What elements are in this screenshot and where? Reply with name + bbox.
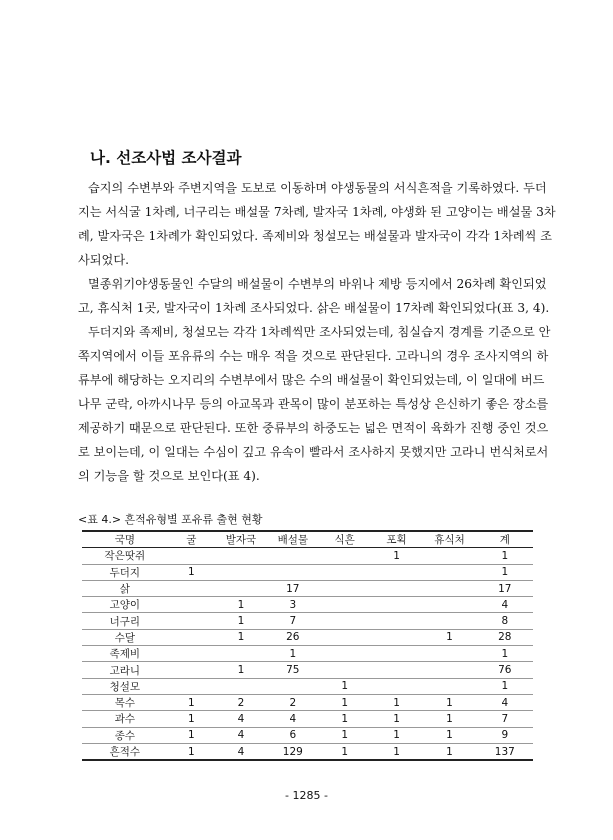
column-header: 배설물 bbox=[267, 531, 319, 548]
page-number: - 1285 - bbox=[285, 789, 328, 802]
table-row bbox=[82, 629, 533, 645]
count-cell: 1 bbox=[267, 646, 319, 662]
column-header: 계 bbox=[477, 531, 533, 548]
table-caption: <표 4.> 흔적유형별 포유류 출현 현황 bbox=[78, 513, 263, 526]
paragraph-line: 로 보이는데, 이 일대는 수심이 깊고 유속이 빨라서 조사하지 못했지만 고라니 번식처로서 bbox=[78, 445, 549, 459]
count-cell: 1 bbox=[422, 694, 476, 710]
column-header: 굴 bbox=[168, 531, 215, 548]
count-cell bbox=[371, 662, 423, 678]
count-cell: 1 bbox=[168, 694, 215, 710]
count-cell: 75 bbox=[267, 662, 319, 678]
paragraph-line: 의 기능을 할 것으로 보인다(표 4). bbox=[78, 469, 260, 483]
table-header-row bbox=[82, 531, 533, 548]
count-cell: 1 bbox=[477, 678, 533, 694]
count-cell: 1 bbox=[215, 597, 267, 613]
count-cell: 1 bbox=[371, 727, 423, 743]
count-cell: 1 bbox=[168, 711, 215, 727]
column-header: 휴식처 bbox=[422, 531, 476, 548]
count-cell: 76 bbox=[477, 662, 533, 678]
count-cell bbox=[371, 580, 423, 596]
count-cell bbox=[215, 646, 267, 662]
count-cell: 1 bbox=[168, 564, 215, 580]
count-cell: 2 bbox=[215, 694, 267, 710]
paragraph-line: 멸종위기야생동물인 수달의 배설물이 수변부의 바위나 제방 등지에서 26차례 확인되었 bbox=[88, 277, 547, 291]
count-cell: 1 bbox=[477, 646, 533, 662]
count-cell bbox=[319, 662, 371, 678]
count-cell bbox=[168, 662, 215, 678]
count-cell bbox=[371, 646, 423, 662]
count-cell: 1 bbox=[319, 694, 371, 710]
count-cell bbox=[168, 629, 215, 645]
count-cell bbox=[168, 597, 215, 613]
count-cell bbox=[319, 597, 371, 613]
count-cell bbox=[371, 597, 423, 613]
column-header: 발자국 bbox=[215, 531, 267, 548]
species-cell: 수달 bbox=[82, 629, 168, 645]
count-cell: 1 bbox=[371, 548, 423, 564]
table-row bbox=[82, 711, 533, 727]
count-cell: 1 bbox=[371, 743, 423, 760]
count-cell bbox=[422, 564, 476, 580]
count-cell: 1 bbox=[168, 727, 215, 743]
table-row bbox=[82, 580, 533, 596]
count-cell bbox=[168, 548, 215, 564]
count-cell: 1 bbox=[371, 711, 423, 727]
column-header: 식흔 bbox=[319, 531, 371, 548]
count-cell: 1 bbox=[319, 743, 371, 760]
count-cell: 1 bbox=[371, 694, 423, 710]
count-cell: 1 bbox=[215, 662, 267, 678]
count-cell: 8 bbox=[477, 613, 533, 629]
count-cell: 7 bbox=[477, 711, 533, 727]
count-cell bbox=[371, 678, 423, 694]
count-cell bbox=[215, 564, 267, 580]
count-cell: 1 bbox=[422, 727, 476, 743]
count-cell: 28 bbox=[477, 629, 533, 645]
count-cell: 1 bbox=[477, 564, 533, 580]
count-cell: 17 bbox=[267, 580, 319, 596]
species-cell: 목수 bbox=[82, 694, 168, 710]
count-cell: 137 bbox=[477, 743, 533, 760]
species-cell: 작은땃쥐 bbox=[82, 548, 168, 564]
count-cell bbox=[215, 548, 267, 564]
count-cell: 4 bbox=[477, 597, 533, 613]
count-cell: 4 bbox=[215, 743, 267, 760]
count-cell bbox=[319, 580, 371, 596]
table-row bbox=[82, 613, 533, 629]
species-cell: 과수 bbox=[82, 711, 168, 727]
count-cell: 2 bbox=[267, 694, 319, 710]
count-cell: 129 bbox=[267, 743, 319, 760]
species-cell: 종수 bbox=[82, 727, 168, 743]
table-row bbox=[82, 564, 533, 580]
table-row bbox=[82, 678, 533, 694]
paragraph-line: 류부에 해당하는 오지리의 수변부에서 많은 수의 배설물이 확인되었는데, 이 일대에 버드 bbox=[78, 373, 545, 387]
count-cell bbox=[319, 646, 371, 662]
count-cell: 1 bbox=[319, 678, 371, 694]
count-cell bbox=[422, 597, 476, 613]
count-cell bbox=[371, 564, 423, 580]
species-cell: 두더지 bbox=[82, 564, 168, 580]
table-row bbox=[82, 597, 533, 613]
species-cell: 족제비 bbox=[82, 646, 168, 662]
count-cell: 1 bbox=[215, 629, 267, 645]
table-row bbox=[82, 727, 533, 743]
count-cell: 9 bbox=[477, 727, 533, 743]
count-cell bbox=[168, 678, 215, 694]
count-cell: 7 bbox=[267, 613, 319, 629]
count-cell: 4 bbox=[477, 694, 533, 710]
count-cell: 6 bbox=[267, 727, 319, 743]
count-cell: 4 bbox=[215, 711, 267, 727]
paragraph-line: 지는 서식굴 1차례, 너구리는 배설물 7차례, 발자국 1차례, 야생화 된 고양이는 배설물 3차 bbox=[78, 205, 556, 219]
count-cell bbox=[422, 580, 476, 596]
paragraph-line: 사되었다. bbox=[78, 253, 129, 267]
count-cell: 1 bbox=[422, 711, 476, 727]
count-cell bbox=[422, 678, 476, 694]
species-cell: 삵 bbox=[82, 580, 168, 596]
species-cell: 고라니 bbox=[82, 662, 168, 678]
count-cell: 26 bbox=[267, 629, 319, 645]
table-row bbox=[82, 662, 533, 678]
count-cell: 1 bbox=[477, 548, 533, 564]
table-row bbox=[82, 694, 533, 710]
count-cell: 17 bbox=[477, 580, 533, 596]
paragraph-line: 제공하기 때문으로 판단된다. 또한 중류부의 하중도는 넓은 면적이 육화가 진행 중인 것으 bbox=[78, 421, 549, 435]
count-cell: 1 bbox=[422, 629, 476, 645]
count-cell bbox=[371, 613, 423, 629]
column-header: 포획 bbox=[371, 531, 423, 548]
count-cell bbox=[422, 548, 476, 564]
count-cell bbox=[319, 629, 371, 645]
table-row bbox=[82, 743, 533, 760]
count-cell bbox=[215, 678, 267, 694]
count-cell bbox=[267, 564, 319, 580]
count-cell bbox=[319, 613, 371, 629]
section-heading: 나. 선조사법 조사결과 bbox=[90, 149, 242, 167]
count-cell: 4 bbox=[215, 727, 267, 743]
count-cell: 1 bbox=[168, 743, 215, 760]
table-row bbox=[82, 646, 533, 662]
species-cell: 너구리 bbox=[82, 613, 168, 629]
body-text bbox=[78, 176, 556, 488]
species-cell: 고양이 bbox=[82, 597, 168, 613]
count-cell bbox=[422, 646, 476, 662]
count-cell: 1 bbox=[422, 743, 476, 760]
paragraph-line: 두더지와 족제비, 청설모는 각각 1차례씩만 조사되었는데, 침실습지 경계를 기준으로 안 bbox=[88, 325, 551, 339]
species-cell: 청설모 bbox=[82, 678, 168, 694]
count-cell bbox=[422, 613, 476, 629]
paragraph-line: 쪽지역에서 이들 포유류의 수는 매우 적을 것으로 판단된다. 고라니의 경우 조사지역의 하 bbox=[78, 349, 549, 363]
count-cell bbox=[168, 613, 215, 629]
count-cell bbox=[168, 646, 215, 662]
count-cell bbox=[319, 548, 371, 564]
table-row bbox=[82, 548, 533, 564]
count-cell bbox=[168, 580, 215, 596]
count-cell bbox=[267, 678, 319, 694]
count-cell: 3 bbox=[267, 597, 319, 613]
count-cell: 4 bbox=[267, 711, 319, 727]
paragraph-line: 습지의 수변부와 주변지역을 도보로 이동하며 야생동물의 서식흔적을 기록하였다. 두더 bbox=[88, 181, 547, 195]
count-cell: 1 bbox=[215, 613, 267, 629]
count-cell: 1 bbox=[319, 727, 371, 743]
species-cell: 흔적수 bbox=[82, 743, 168, 760]
mammal-trace-table bbox=[82, 530, 533, 761]
count-cell: 1 bbox=[319, 711, 371, 727]
count-cell bbox=[422, 662, 476, 678]
paragraph-line: 고, 휴식처 1곳, 발자국이 1차례 조사되었다. 삵은 배설물이 17차례 확인되었다(표 3, 4). bbox=[78, 301, 550, 315]
count-cell bbox=[371, 629, 423, 645]
count-cell bbox=[267, 548, 319, 564]
paragraph-line: 나무 군락, 아까시나무 등의 아교목과 관목이 많이 분포하는 특성상 은신하기 좋은 장소를 bbox=[78, 397, 549, 411]
column-header: 국명 bbox=[82, 531, 168, 548]
count-cell bbox=[319, 564, 371, 580]
count-cell bbox=[215, 580, 267, 596]
paragraph-line: 례, 발자국은 1차례가 확인되었다. 족제비와 청설모는 배설물과 발자국이 각각 1차례씩 조 bbox=[78, 229, 553, 243]
